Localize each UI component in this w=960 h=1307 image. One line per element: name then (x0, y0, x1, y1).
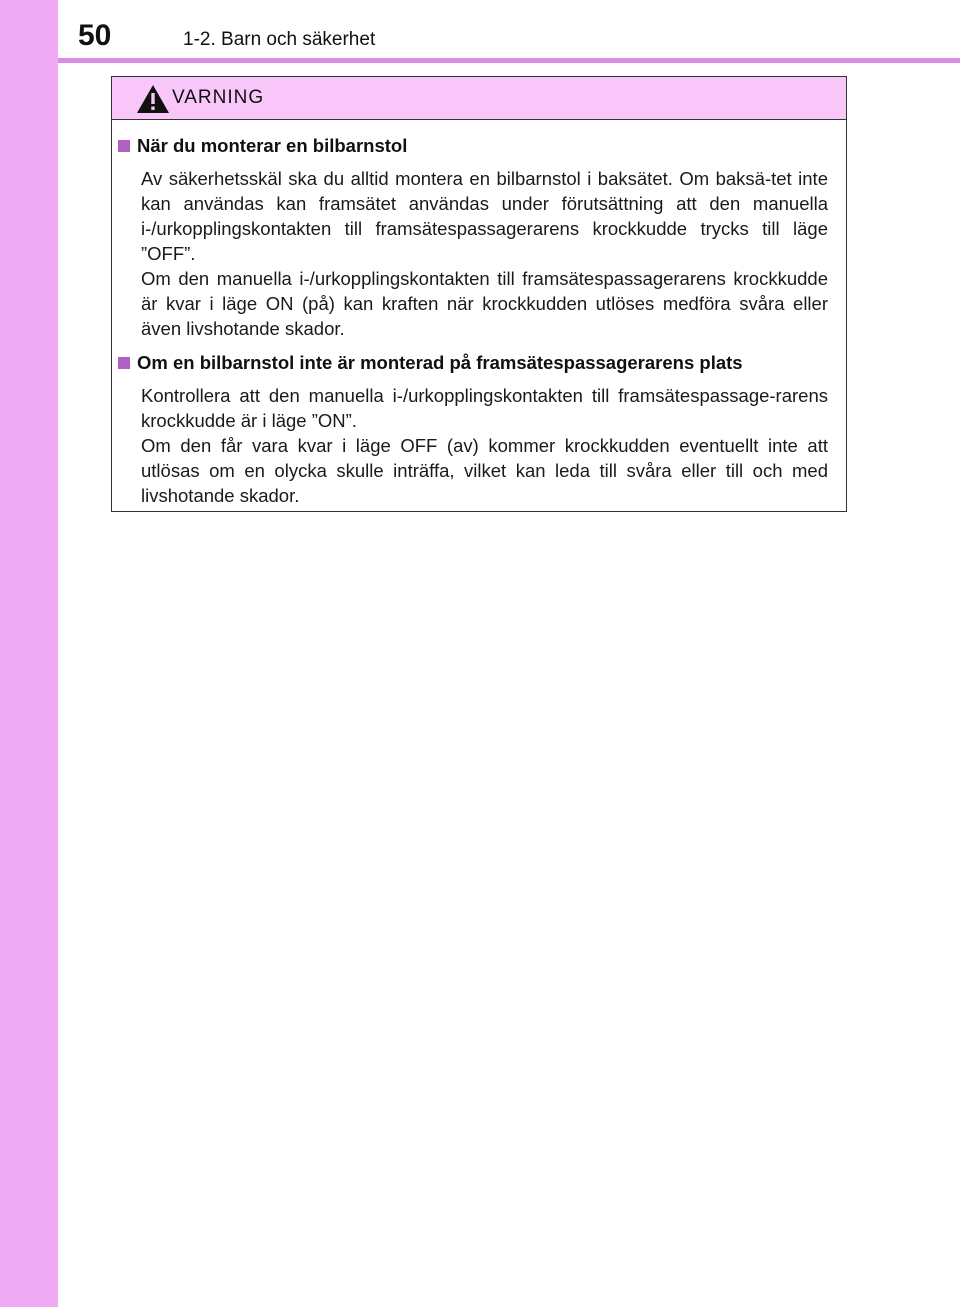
item-heading-text: När du monterar en bilbarnstol (137, 135, 408, 156)
item-paragraph: Om den manuella i-/urkopplingskontakten till framsätespassagerarens krockkudde är kvar i läge ON (på) kan kraften när krockkudden utlöses medföra svåra eller även livshotande skador. (141, 268, 828, 339)
warning-box (111, 76, 847, 512)
item-paragraph: Av säkerhetsskäl ska du alltid montera en bilbarnstol i baksätet. Om baksä-tet inte kan användas kan framsätet användas under förutsättning att den manuella i-/urkopplingskontakten till framsätespassagerarens krockkudde trycks till läge ”OFF”. (141, 168, 828, 264)
section-title: 1-2. Barn och säkerhet (183, 29, 376, 50)
item-text (141, 383, 828, 508)
item-heading (118, 351, 828, 375)
square-bullet-icon (118, 140, 130, 152)
item-paragraph: Om den får vara kvar i läge OFF (av) kommer krockkudden eventuellt inte att utlösas om en olycka skulle inträffa, vilket kan leda till svåra eller till och med livshotande skador. (141, 435, 828, 506)
warning-item-no-child-seat-front (118, 351, 828, 508)
item-heading-text: Om en bilbarnstol inte är monterad på framsätespassagerarens plats (137, 352, 743, 373)
header-rule (58, 58, 960, 63)
warning-body (112, 120, 846, 508)
warning-item-child-seat-install (118, 134, 828, 341)
warning-triangle-icon (136, 84, 170, 114)
warning-header (112, 77, 846, 120)
warning-label: VARNING (172, 87, 265, 108)
side-strip (0, 0, 58, 1307)
item-paragraph: Kontrollera att den manuella i-/urkopplingskontakten till framsätespassage-rarens krockkudde är i läge ”ON”. (141, 385, 828, 431)
item-text (141, 166, 828, 341)
item-heading (118, 134, 828, 158)
square-bullet-icon (118, 357, 130, 369)
page-number: 50 (78, 19, 112, 52)
